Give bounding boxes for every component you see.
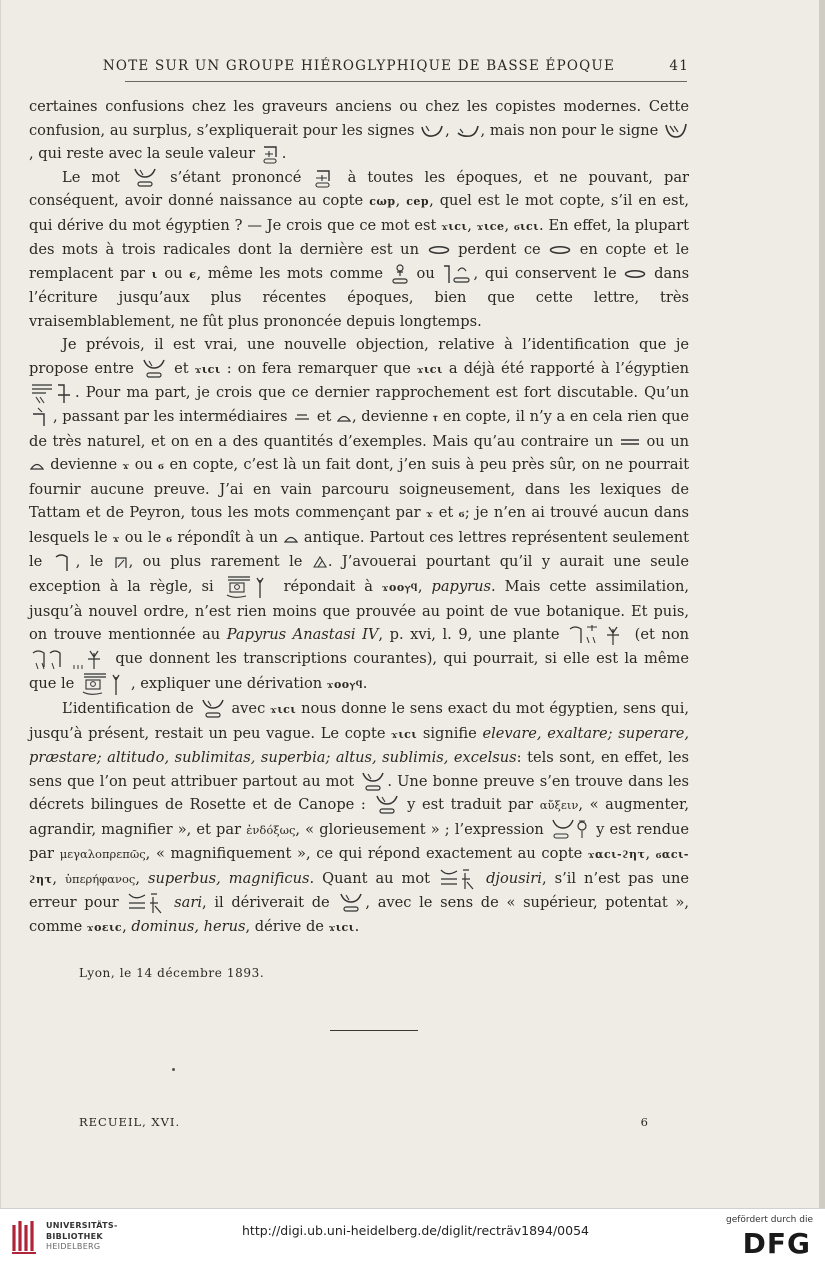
- running-title: NOTE SUR UN GROUPE HIÉROGLYPHIQUE DE BASSE ÉPOQUE: [102, 58, 616, 74]
- permalink-url[interactable]: http://digi.ub.uni-heidelberg.de/diglit/recträv1894/0054: [242, 1223, 589, 1238]
- hieroglyph-mouth-r-icon: [428, 245, 450, 255]
- hieroglyph-group-icon: [313, 167, 335, 189]
- hieroglyph-group-icon: [261, 143, 281, 165]
- hieroglyph-word-icon: [141, 358, 167, 380]
- hieroglyph-tethering-rope-icon: [53, 551, 75, 573]
- article-body: [29, 95, 689, 940]
- hieroglyph-word-icon: [200, 698, 226, 720]
- hieroglyph-heart-group-icon: [550, 818, 590, 842]
- hieroglyph-mouth-icon: [420, 123, 444, 139]
- hieroglyph-bolt-icon: [30, 406, 52, 428]
- footer-signature: RECUEIL, XVI.: [79, 1115, 181, 1129]
- hieroglyph-sari-icon: [127, 891, 165, 915]
- university-library-name: UNIVERSITÄTS- BIBLIOTHEK HEIDELBERG: [46, 1221, 118, 1251]
- hieroglyph-bread-icon: [337, 412, 351, 422]
- hieroglyph-bracket-icon: [442, 263, 472, 285]
- hieroglyph-word-icon: [360, 771, 386, 793]
- hieroglyph-bolt-flat-icon: [293, 412, 311, 422]
- viewer-bottom-bar: [0, 1208, 825, 1264]
- dateline: Lyon, le 14 décembre 1893.: [79, 966, 265, 980]
- paragraph-1: certaines confusions chez les graveurs anciens ou chez les copistes modernes. Cette confusion, au surplus, s’expliquerait pour les signes , , mais non pour le signe , qui reste avec la seule valeur .: [29, 95, 689, 166]
- hieroglyph-cobra-icon: [114, 555, 128, 569]
- hieroglyph-door-bolt-icon: [620, 437, 640, 447]
- hieroglyph-djousiri-icon: [439, 867, 477, 891]
- hieroglyph-plant-variant-icon: [30, 647, 108, 671]
- hieroglyph-basket-icon: [664, 122, 688, 140]
- hieroglyph-knot-icon: [391, 263, 409, 285]
- header-rule: [125, 81, 687, 82]
- hieroglyph-word-icon: [338, 892, 364, 914]
- hieroglyph-mouth-icon: [456, 123, 480, 139]
- university-library-logo-icon[interactable]: [10, 1219, 40, 1255]
- hieroglyph-bread-icon: [30, 460, 44, 470]
- hieroglyph-word-icon: [374, 794, 400, 816]
- hieroglyph-papyrus-group-icon: [80, 671, 130, 697]
- end-rule: [330, 1030, 418, 1031]
- hieroglyph-word-icon: [132, 167, 158, 189]
- hieroglyph-papyrus-group-icon: [224, 574, 274, 600]
- hieroglyph-plant-name-icon: [567, 623, 627, 647]
- paragraph-4: L’identification de avec ϫιcι nous donne le sens exact du mot égyptien, sens qui, jusqu’à présent, restait un peu vague. Le copte ϫιcι signifie elevare, exaltare; superare, præstare; altitudo, sublimitas, superbia; altus, sublimis, excelsus: tels sont, en effet, les sens que l’on peut attribuer partout au mot . Une bonne preuve s’en trouve dans les décrets bilingues de Rosette et de Canope : y est traduit par αὔξειν, « augmenter, agrandir, magnifier », et par ἐνδόξως, « glorieusement » ; l’expression y est rendue par μεγαλοπρεπῶς, « magnifiquement », ce qui répond exactement au copte ϫαcι-ϩητ, ϭαcι-ϩητ, ὑπερήφανος, superbus, magnificus. Quant au mot djousiri, s’il n’est pas une erreur pour sari, il dériverait de , avec le sens de « supérieur, potentat », comme ϫοειc, dominus, herus, dérive de ϫιcι.: [29, 700, 690, 935]
- sponsor-label: gefördert durch die: [726, 1215, 813, 1225]
- hieroglyph-bread-icon: [284, 533, 298, 543]
- paragraph-2: Le mot s’étant prononcé à toutes les époques, et ne pouvant, par conséquent, avoir donné naissance au copte cωp, cep, quel est le mot copte, s’il en est, qui dérive du mot égyptien ? — Je crois que ce mot est ϫιcι, ϫιce, ϭιcι. En effet, la plupart des mots à trois radicales dont la dernière est un perdent ce en copte et le remplacent par ι ou ϵ, même les mots comme ou , qui conservent le dans l’écriture jusqu’aux plus récentes époques, bien que cette lettre, très vraisemblablement, ne fût plus prononcée depuis longtemps.: [29, 168, 690, 330]
- page-footer: [79, 1115, 649, 1129]
- ink-dot: [172, 1068, 175, 1071]
- hieroglyph-mouth-r-icon: [624, 269, 646, 279]
- hieroglyph-plant-group-icon: [30, 381, 74, 405]
- paragraph-3: Je prévois, il est vrai, une nouvelle objection, relative à l’identification que je propose entre et ϫιcι : on fera remarquer que ϫιcι a déjà été rapporté à l’égyptien . Pour ma part, je crois que ce dernier rapprochement est fort discutable. Qu’un , passant par les intermédiaires et , devienne ⲧ en copte, il n’y a en cela rien que de très naturel, et on en a des quantités d’exemples. Mais qu’au contraire un ou un devienne ϫ ou ϭ en copte, c’est là un fait dont, j’en suis à peu près sûr, on ne pourrait fournir aucune preuve. J’ai en vain parcouru soigneusement, dans les lexiques de Tattam et de Peyron, tous les mots commençant par ϫ et ϭ; je n’en ai trouvé aucun dans lesquels le ϫ ou le ϭ répondît à un antique. Partout ces lettres représentent seulement le , le , ou plus rarement le . J’avouerai pourtant qu’il y aurait une seule exception à la règle, si répondait à ϫοοⲩϥ, papyrus. Mais cette assimilation, jusqu’à nouvel ordre, n’est rien moins que prouvée au point de vue botanique. Et puis, on trouve mentionnée au Papyrus Anastasi IV, p. xvi, l. 9, une plante (et non que donnent les transcriptions courantes), qui pourrait, si elle est la même que le , expliquer une dérivation ϫοοⲩϥ.: [29, 333, 689, 697]
- page-number: 41: [669, 58, 689, 74]
- hieroglyph-hill-icon: [313, 556, 327, 568]
- hieroglyph-mouth-r-icon: [549, 245, 571, 255]
- dfg-logo[interactable]: DFG: [742, 1227, 811, 1260]
- footer-gathering: 6: [640, 1115, 649, 1129]
